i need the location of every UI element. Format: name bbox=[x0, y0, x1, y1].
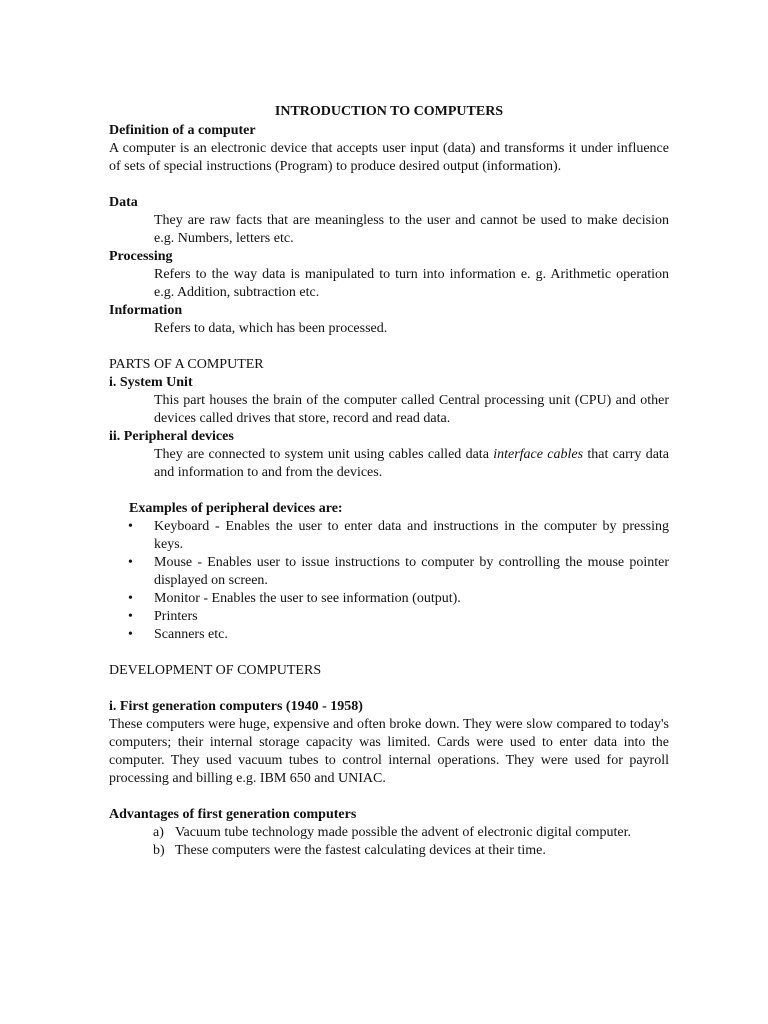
list-marker: b) bbox=[153, 843, 165, 858]
list-item-text: Monitor - Enables the user to see information (output). bbox=[154, 591, 461, 606]
processing-text: Refers to the way data is manipulated to turn into information e. g. Arithmetic operation e.g. Addition, subtraction etc. bbox=[154, 267, 669, 300]
spacer bbox=[109, 644, 669, 662]
first-gen-heading: i. First generation computers (1940 - 1958) bbox=[109, 699, 363, 714]
spacer bbox=[109, 338, 669, 356]
spacer bbox=[109, 680, 669, 698]
peripheral-text-post: that carry data and information to and from the devices. bbox=[154, 447, 670, 480]
list-item bbox=[109, 842, 669, 860]
data-text: They are raw facts that are meaningless to the user and cannot be used to make decision e.g. Numbers, letters etc. bbox=[154, 213, 669, 246]
bullet-icon: • bbox=[128, 555, 133, 570]
list-item bbox=[109, 590, 669, 608]
spacer bbox=[109, 482, 669, 500]
data-heading: Data bbox=[109, 195, 138, 210]
document-body bbox=[109, 102, 669, 860]
document-title: INTRODUCTION TO COMPUTERS bbox=[274, 104, 504, 119]
spacer bbox=[109, 788, 669, 806]
development-heading: DEVELOPMENT OF COMPUTERS bbox=[109, 663, 322, 678]
list-item bbox=[109, 608, 669, 626]
list-item-text: These computers were the fastest calculating devices at their time. bbox=[175, 843, 546, 858]
bullet-icon: • bbox=[128, 627, 133, 642]
processing-heading: Processing bbox=[109, 249, 173, 264]
definition-heading: Definition of a computer bbox=[109, 123, 256, 138]
parts-heading: PARTS OF A COMPUTER bbox=[109, 357, 264, 372]
list-marker: a) bbox=[153, 825, 164, 840]
advantages-heading: Advantages of first generation computers bbox=[109, 807, 357, 822]
peripheral-text-pre: They are connected to system unit using cables called data bbox=[154, 447, 494, 462]
list-item-text: Scanners etc. bbox=[154, 627, 228, 642]
list-item bbox=[109, 824, 669, 842]
information-heading: Information bbox=[109, 303, 183, 318]
spacer bbox=[109, 176, 669, 194]
examples-list bbox=[109, 518, 669, 644]
advantages-list bbox=[109, 824, 669, 860]
peripheral-text bbox=[109, 446, 669, 482]
first-gen-text: These computers were huge, expensive and often broke down. They were slow compared to today's computers; their internal storage capacity was limited. Cards were used to enter data into the computer. They used vacuum tubes to control internal operations. They were used for payroll processing and billing e.g. IBM 650 and UNIAC. bbox=[109, 717, 669, 786]
peripheral-heading: ii. Peripheral devices bbox=[109, 429, 234, 444]
list-item-text: Printers bbox=[154, 609, 198, 624]
list-item-text: Keyboard - Enables the user to enter data and instructions in the computer by pressing keys. bbox=[154, 519, 669, 552]
bullet-icon: • bbox=[128, 609, 133, 624]
examples-heading: Examples of peripheral devices are: bbox=[129, 501, 343, 516]
definition-text: A computer is an electronic device that accepts user input (data) and transforms it under influence of sets of special instructions (Program) to produce desired output (information). bbox=[109, 141, 669, 174]
list-item bbox=[109, 626, 669, 644]
list-item bbox=[109, 554, 669, 590]
bullet-icon: • bbox=[128, 591, 133, 606]
system-unit-text: This part houses the brain of the computer called Central processing unit (CPU) and other devices called drives that store, record and read data. bbox=[154, 393, 669, 426]
list-item-text: Mouse - Enables user to issue instructions to computer by controlling the mouse pointer displayed on screen. bbox=[154, 555, 669, 588]
information-text: Refers to data, which has been processed. bbox=[154, 321, 388, 336]
bullet-icon: • bbox=[128, 519, 133, 534]
list-item bbox=[109, 518, 669, 554]
list-item-text: Vacuum tube technology made possible the advent of electronic digital computer. bbox=[175, 825, 632, 840]
peripheral-text-italic: interface cables bbox=[493, 447, 584, 462]
system-unit-heading: i. System Unit bbox=[109, 375, 193, 390]
